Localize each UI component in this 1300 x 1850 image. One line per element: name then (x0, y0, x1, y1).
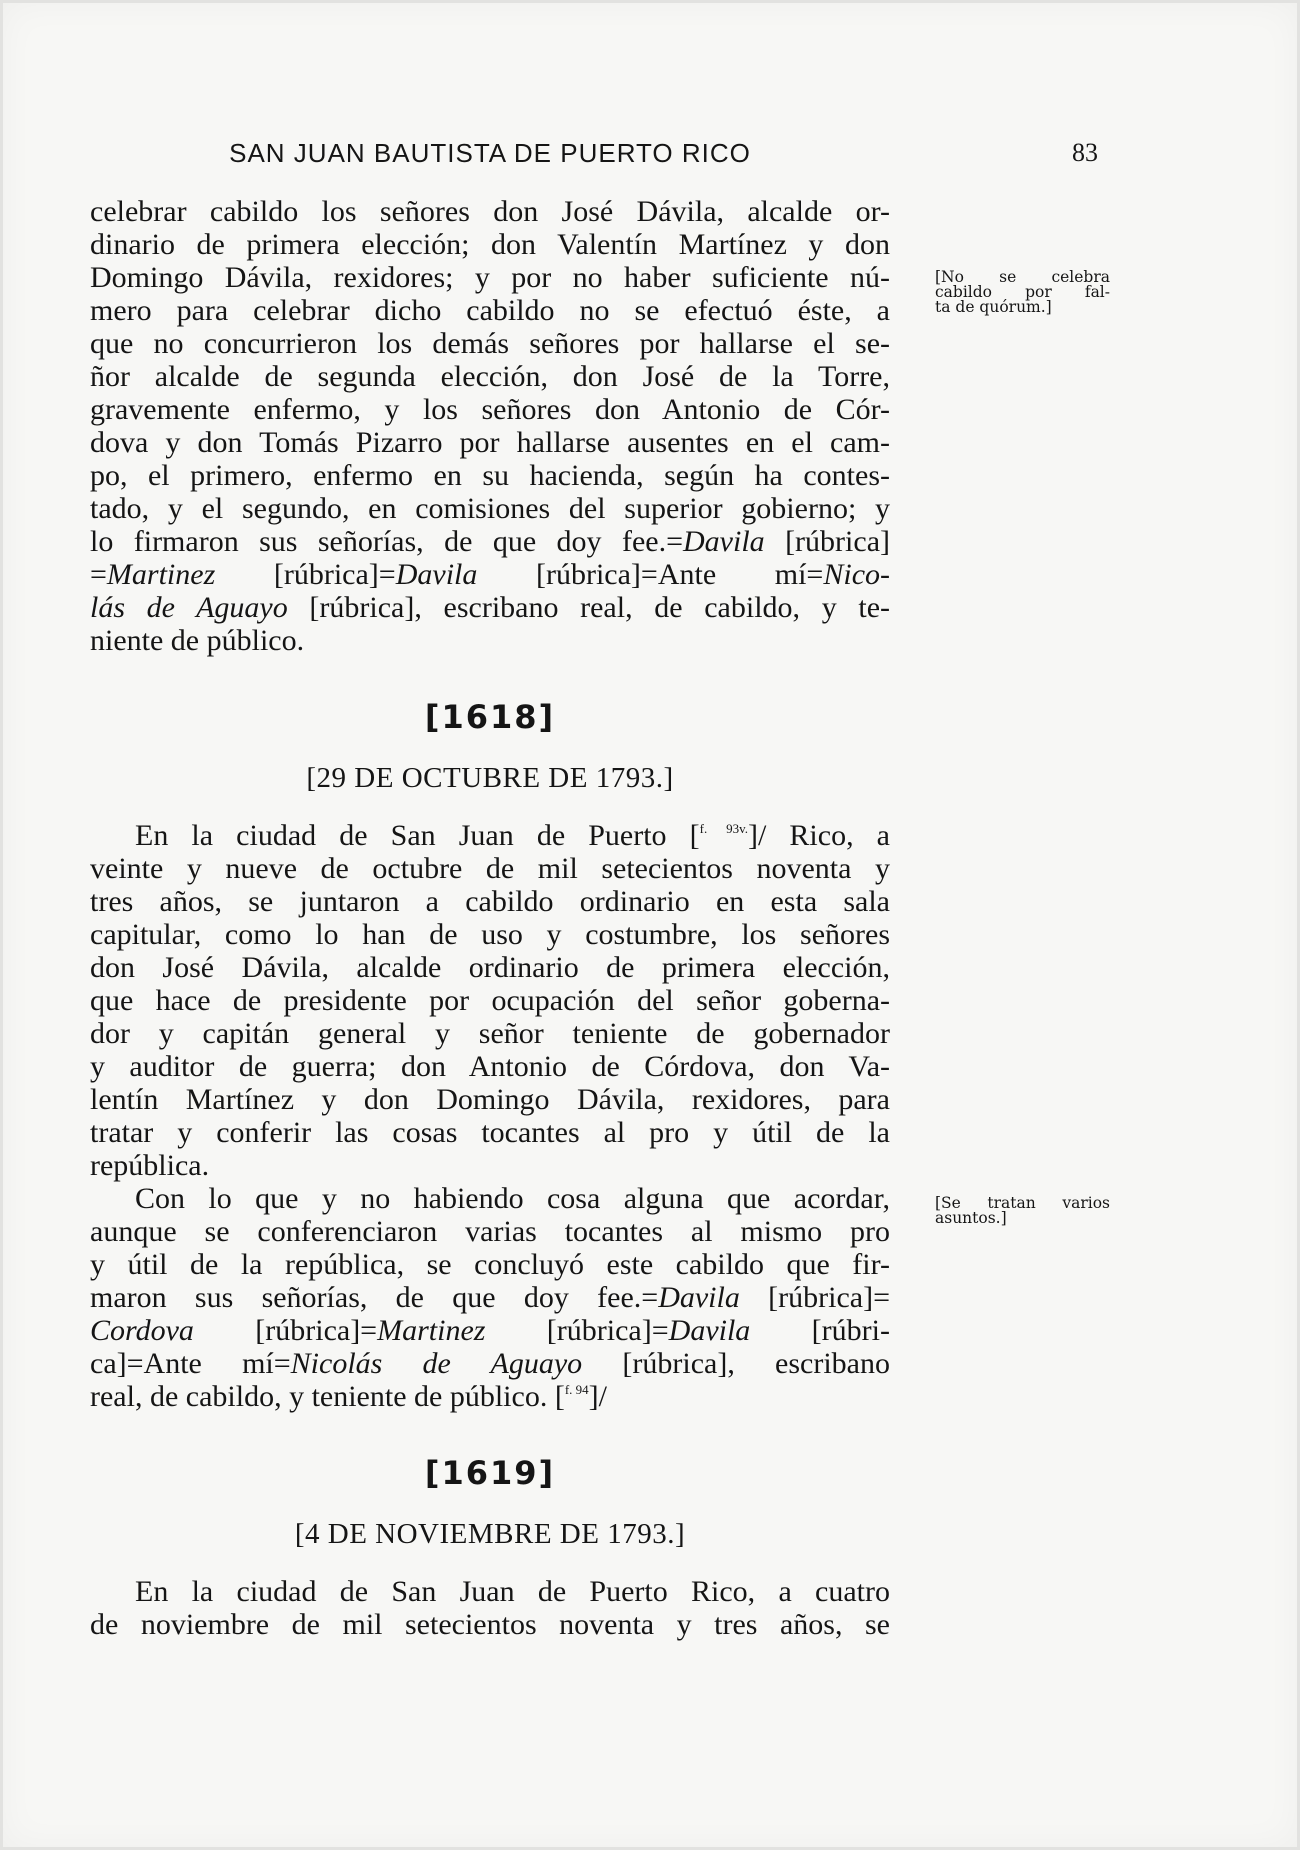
text-line: gravemente enfermo, y los señores don Antonio de Cór- (90, 393, 890, 426)
folio-reference: f. 94 (564, 1382, 589, 1397)
signature-name: Davila (668, 1314, 751, 1347)
text-line: de noviembre de mil setecientos noventa y tres años, se (90, 1608, 890, 1641)
signature-name: Cordova (90, 1314, 194, 1347)
text-line: tres años, se juntaron a cabildo ordinario en esta sala (90, 885, 890, 918)
margin-note: [Se tratan varios asuntos.] (935, 1194, 1110, 1227)
text-line: lentín Martínez y don Domingo Dávila, rexidores, para (90, 1083, 890, 1116)
section-number: [1619] (424, 1454, 556, 1492)
text-line: Domingo Dávila, rexidores; y por no haber suficiente nú- (90, 261, 890, 294)
text-line: que no concurrieron los demás señores por hallarse el se- (90, 327, 890, 360)
text-line: celebrar cabildo los señores don José Dávila, alcalde or- (90, 195, 890, 228)
text-line: y útil de la república, se concluyó este cabildo que fir- (90, 1248, 890, 1281)
text-line: En la ciudad de San Juan de Puerto [$^{f. 93v.}$]/ Rico, a (135, 819, 890, 852)
text-line: tado, y el segundo, en comisiones del superior gobierno; y (90, 492, 890, 525)
text-line: En la ciudad de San Juan de Puerto Rico, a cuatro (135, 1575, 890, 1608)
signature-name: Nicolás de Aguayo (290, 1347, 583, 1380)
signature-name: Davila (658, 1281, 740, 1314)
text-line: capitular, como lo han de uso y costumbre, los señores (90, 918, 890, 951)
section-date: [4 DE NOVIEMBRE DE 1793.] (294, 1518, 686, 1550)
signature-name: Davila (395, 558, 478, 591)
text-line: lo firmaron sus señorías, de que doy fee.=Davila [rúbrica] (90, 525, 890, 558)
text-line: mero para celebrar dicho cabildo no se efectuó éste, a (90, 294, 890, 327)
section-date: [29 DE OCTUBRE DE 1793.] (306, 762, 674, 794)
folio-reference: f. 93v. (699, 821, 748, 836)
text-line: ñor alcalde de segunda elección, don José de la Torre, (90, 360, 890, 393)
text-line: po, el primero, enfermo en su hacienda, según ha contes- (90, 459, 890, 492)
text-line: dinario de primera elección; don Valentín Martínez y don (90, 228, 890, 261)
text-line: dor y capitán general y señor teniente de gobernador (90, 1017, 890, 1050)
signature-name: lás de Aguayo (90, 591, 288, 624)
text-line: que hace de presidente por ocupación del señor goberna- (90, 984, 890, 1017)
signature-name: Nico- (823, 558, 890, 591)
section-number: [1618] (424, 698, 556, 736)
text-line: y auditor de guerra; don Antonio de Córdova, don Va- (90, 1050, 890, 1083)
text-line: maron sus señorías, de que doy fee.=Davila [rúbrica]= (90, 1281, 890, 1314)
text-line: tratar y conferir las cosas tocantes al pro y útil de la (90, 1116, 890, 1149)
text-line: niente de público. (90, 624, 305, 657)
text-line: Cordova [rúbrica]=Martinez [rúbrica]=Davila [rúbri- (90, 1314, 890, 1347)
text-line: dova y don Tomás Pizarro por hallarse ausentes en el cam- (90, 426, 890, 459)
text-line: república. (90, 1149, 210, 1182)
signature-name: Martinez (106, 558, 216, 591)
signature-name: Davila (683, 525, 765, 558)
body-text (90, 195, 890, 1641)
text-line: =Martinez [rúbrica]=Davila [rúbrica]=Ante mí=Nico- (90, 558, 890, 591)
running-head: SAN JUAN BAUTISTA DE PUERTO RICO (229, 138, 751, 168)
text-line: real, de cabildo, y teniente de público. [$^{f. 94}$]/ (90, 1380, 607, 1413)
text-line: Con lo que y no habiendo cosa alguna que acordar, (135, 1182, 890, 1215)
text-line: lás de Aguayo [rúbrica], escribano real, de cabildo, y te- (90, 591, 890, 624)
signature-name: Martinez (377, 1314, 486, 1347)
text-line: ca]=Ante mí=Nicolás de Aguayo [rúbrica], escribano (90, 1347, 890, 1380)
text-line: veinte y nueve de octubre de mil setecientos noventa y (90, 852, 890, 885)
text-line: don José Dávila, alcalde ordinario de primera elección, (90, 951, 890, 984)
page-number: 83 (1072, 138, 1098, 167)
margin-note: [No se celebra cabildo por fal- ta de quórum.] (935, 268, 1110, 316)
text-line: aunque se conferenciaron varias tocantes al mismo pro (90, 1215, 890, 1248)
